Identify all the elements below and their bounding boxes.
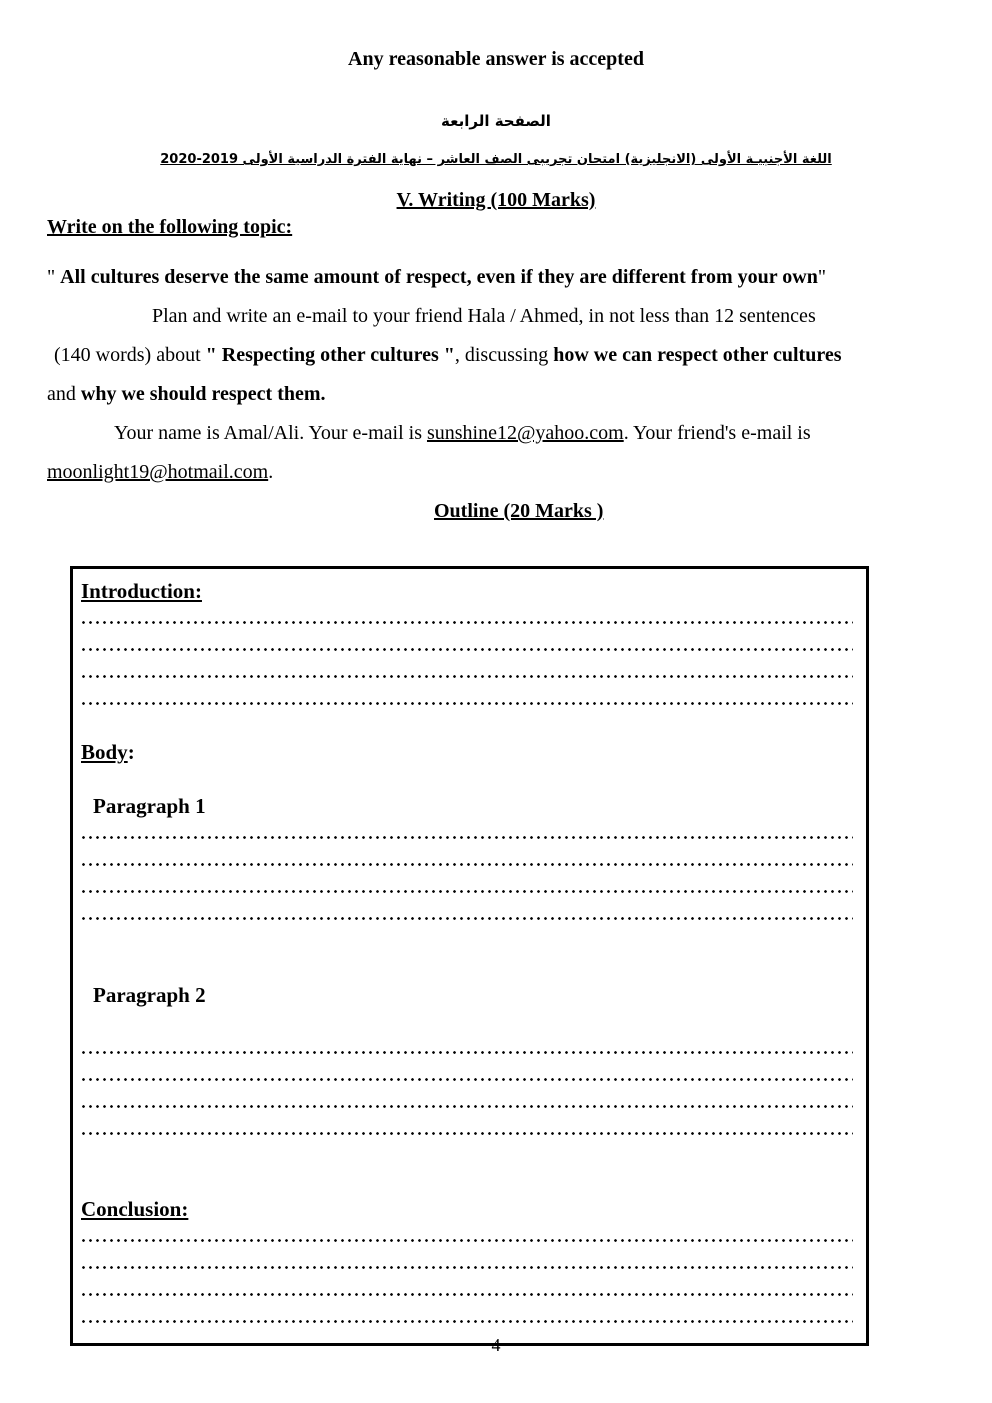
writing-line[interactable]	[80, 1239, 853, 1242]
recipient-email: moonlight19@hotmail.com	[47, 461, 269, 483]
body-label: Body	[81, 740, 128, 764]
line3-text-a: and	[47, 383, 81, 405]
writing-line[interactable]	[80, 675, 853, 678]
conclusion-heading: Conclusion:	[81, 1197, 189, 1221]
topic-quote	[47, 265, 826, 289]
writing-line[interactable]	[80, 1132, 853, 1135]
instruction-line-1: Plan and write an e-mail to your friend Hala / Ahmed, in not less than 12 sentences	[152, 305, 816, 327]
writing-line[interactable]	[80, 702, 853, 705]
line2-point: how we can respect other cultures	[553, 344, 842, 366]
line3-point: why we should respect them.	[80, 383, 326, 405]
paragraph-2-heading: Paragraph 2	[93, 983, 206, 1007]
body-colon: :	[127, 740, 135, 764]
outline-title: Outline (20 Marks )	[434, 500, 604, 522]
introduction-heading: Introduction:	[81, 579, 202, 603]
writing-line[interactable]	[80, 621, 853, 624]
quote-open: "	[47, 266, 61, 288]
writing-line[interactable]	[80, 1051, 853, 1054]
instruction-line-5	[47, 460, 273, 484]
line2-topic: " Respecting other cultures "	[205, 344, 455, 366]
line5-end: .	[268, 461, 274, 483]
instruction-line-2	[54, 343, 842, 367]
writing-line[interactable]	[80, 1320, 853, 1323]
topic-label: Write on the following topic:	[47, 216, 293, 238]
arabic-exam-header: اللغة الأجنبيـة الأولى (الانجليزية) امتحان تجريبى الصف العاشر – نهاية الفترة الدراسية الأولى 2019-2020	[160, 152, 832, 167]
paragraph-1-heading: Paragraph 1	[93, 794, 206, 818]
writing-line[interactable]	[80, 863, 853, 866]
arabic-page-label: الصفحة الرابعة	[441, 112, 551, 130]
writing-line[interactable]	[80, 917, 853, 920]
page-number: 4	[491, 1335, 501, 1355]
line4-text-a: Your name is Amal/Ali. Your e-mail is	[114, 422, 427, 444]
instruction-line-4	[114, 421, 811, 445]
writing-line[interactable]	[80, 836, 853, 839]
writing-line[interactable]	[80, 890, 853, 893]
line4-text-b: . Your friend's e-mail is	[623, 422, 811, 444]
writing-line[interactable]	[80, 1078, 853, 1081]
writing-line[interactable]	[80, 648, 853, 651]
writing-line[interactable]	[80, 1266, 853, 1269]
answer-notice: Any reasonable answer is accepted	[348, 48, 644, 70]
writing-line[interactable]	[80, 1105, 853, 1108]
outline-box	[70, 566, 869, 1346]
line2-text-c: , discussing	[454, 344, 554, 366]
section-title: V. Writing (100 Marks)	[396, 189, 596, 211]
quote-text: All cultures deserve the same amount of respect, even if they are different from your own	[60, 266, 818, 288]
quote-close: "	[817, 266, 826, 288]
line2-text-a: (140 words) about	[54, 344, 206, 366]
instruction-line-3	[47, 382, 326, 406]
writing-line[interactable]	[80, 1293, 853, 1296]
body-heading	[81, 740, 135, 765]
sender-email: sunshine12@yahoo.com	[426, 422, 624, 444]
